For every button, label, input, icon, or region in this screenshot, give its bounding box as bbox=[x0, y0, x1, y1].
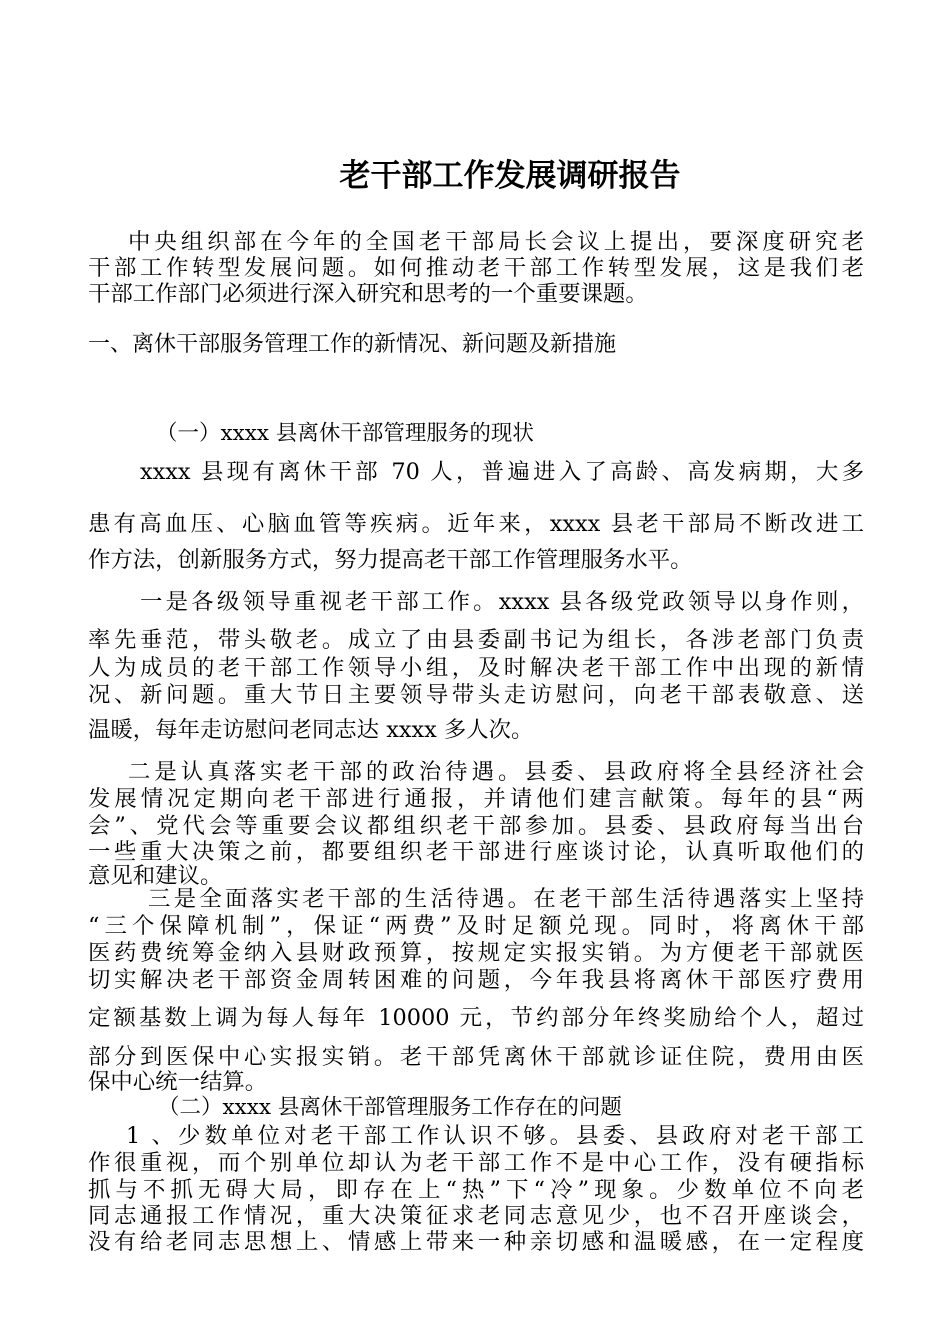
text-line: 人为成员的老干部工作领导小组，及时解决老干部工作中出现的新情 bbox=[88, 655, 864, 681]
text-line: 医药费统筹金纳入县财政预算，按规定实报实销。为方便老干部就医 bbox=[88, 940, 864, 966]
text-line: 一是各级领导重视老干部工作。xxxx 县各级党政领导以身作则， bbox=[140, 589, 864, 615]
subsection-heading: （二）xxxx 县离休干部管理服务工作存在的问题 bbox=[158, 1095, 622, 1120]
document-title: 老干部工作发展调研报告 bbox=[339, 158, 681, 194]
text-line: 意见和建议。 bbox=[88, 863, 223, 889]
text-line: 没有给老同志思想上、情感上带来一种亲切感和温暖感，在一定程度 bbox=[88, 1229, 864, 1255]
text-line: 切实解决老干部资金周转困难的问题，今年我县将离休干部医疗费用 bbox=[88, 967, 864, 993]
text-line: 作很重视，而个别单位却认为老干部工作不是中心工作，没有硬指标 bbox=[88, 1150, 864, 1176]
text-line: 定额基数上调为每人每年 10000 元，节约部分年终奖励给个人，超过 bbox=[88, 1005, 864, 1031]
text-line: 会”、党代会等重要会议都组织老干部参加。县委、县政府每当出台 bbox=[88, 813, 864, 839]
text-line: 中央组织部在今年的全国老干部局长会议上提出，要深度研究老 bbox=[128, 229, 864, 255]
text-line: 三是全面落实老干部的生活待遇。在老干部生活待遇落实上坚持 bbox=[148, 886, 864, 912]
text-line: 率先垂范，带头敬老。成立了由县委副书记为组长，各涉老部门负责 bbox=[88, 627, 864, 653]
text-line: 况、新问题。重大节日主要领导带头走访慰问，向老干部表敬意、送 bbox=[88, 682, 864, 708]
text-line: 二是认真落实老干部的政治待遇。县委、县政府将全县经济社会 bbox=[128, 759, 864, 785]
text-line: xxxx 县现有离休干部 70 人，普遍进入了高龄、高发病期，大多 bbox=[140, 459, 864, 485]
text-line: 保中心统一结算。 bbox=[88, 1069, 268, 1095]
subsection-heading: （一）xxxx 县离休干部管理服务的现状 bbox=[156, 421, 534, 446]
text-line: 抓与不抓无碍大局，即存在上“热”下“冷”现象。少数单位不向老 bbox=[88, 1177, 864, 1203]
text-line: 部分到医保中心实报实销。老干部凭离休干部就诊证住院，费用由医 bbox=[88, 1044, 864, 1070]
section-heading: 一、离休干部服务管理工作的新情况、新问题及新措施 bbox=[88, 332, 617, 357]
text-line: “三个保障机制”，保证“两费”及时足额兑现。同时，将离休干部 bbox=[88, 913, 864, 939]
text-line: 一些重大决策之前，都要组织老干部进行座谈讨论，认真听取他们的 bbox=[88, 839, 864, 865]
text-line: 同志通报工作情况，重大决策征求老同志意见少，也不召开座谈会， bbox=[88, 1203, 864, 1229]
text-line: 干部工作转型发展问题。如何推动老干部工作转型发展，这是我们老 bbox=[88, 255, 864, 281]
text-line: 干部工作部门必须进行深入研究和思考的一个重要课题。 bbox=[88, 281, 648, 307]
text-line: 发展情况定期向老干部进行通报，并请他们建言献策。每年的县“两 bbox=[88, 786, 864, 812]
text-line: 温暖，每年走访慰问老同志达 xxxx 多人次。 bbox=[88, 717, 534, 743]
text-line: 1 、少数单位对老干部工作认识不够。县委、县政府对老干部工 bbox=[126, 1123, 864, 1149]
text-line: 作方法，创新服务方式，努力提高老干部工作管理服务水平。 bbox=[88, 547, 693, 573]
text-line: 患有高血压、心脑血管等疾病。近年来，xxxx 县老干部局不断改进工 bbox=[88, 511, 864, 537]
